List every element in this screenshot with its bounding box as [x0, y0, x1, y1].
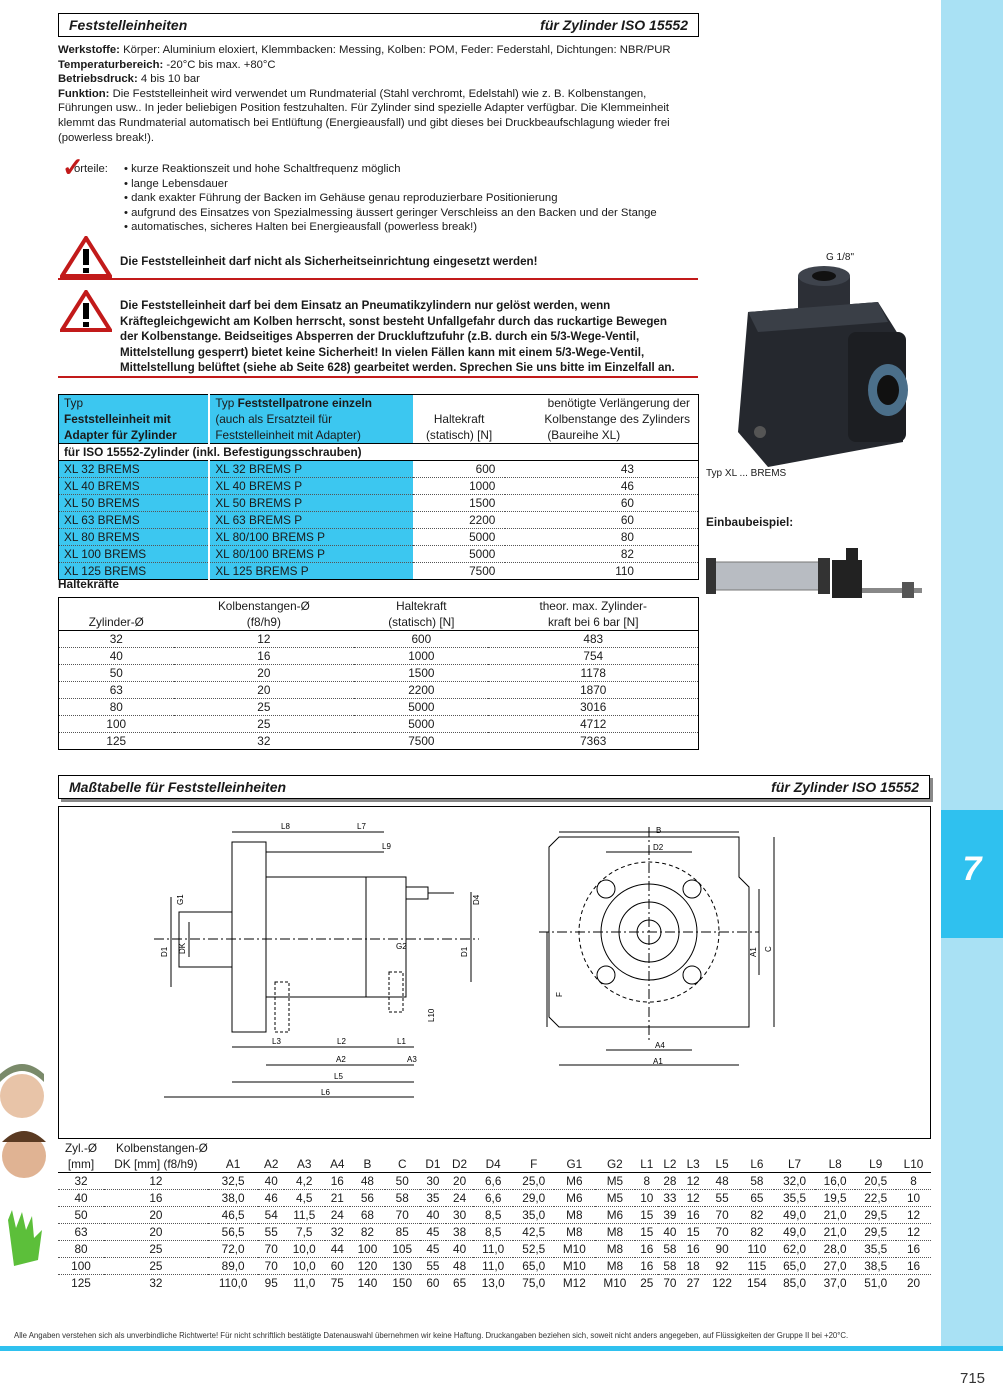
table-cell: 8	[635, 1173, 658, 1190]
dim-label: L7	[357, 822, 366, 831]
dim-label: A2	[336, 1055, 346, 1064]
table-cell: 38	[446, 1224, 473, 1241]
table-row: 50 20 1500 1178	[59, 665, 699, 682]
product-table	[58, 394, 699, 580]
table-cell: 54	[258, 1207, 284, 1224]
table-cell: 72,0	[208, 1241, 259, 1258]
table-header: (auch als Ersatzteil für	[209, 411, 413, 427]
table-cell: M8	[554, 1207, 595, 1224]
table-cell: 46,5	[208, 1207, 259, 1224]
table-row: 100 25 5000 4712	[59, 716, 699, 733]
table-cell: 10,0	[284, 1258, 325, 1275]
table-row: XL 80 BREMS XL 80/100 BREMS P 5000 80	[59, 529, 699, 546]
table-header: [mm]	[67, 1157, 95, 1172]
table-row	[58, 1275, 931, 1292]
table-header: C	[397, 1157, 407, 1172]
table-header: B	[363, 1157, 372, 1172]
table-cell: 75	[330, 1276, 344, 1291]
table-cell: 24	[325, 1207, 351, 1224]
section-title: Maßtabelle für Feststelleinheiten	[69, 779, 287, 795]
table-header: Haltekraft	[433, 412, 485, 427]
table-cell: 45	[420, 1241, 447, 1258]
section-subtitle: für Zylinder ISO 15552	[540, 17, 688, 33]
table-cell: 40	[420, 1207, 447, 1224]
dim-label: D1	[460, 946, 469, 957]
table-cell: 56,5	[208, 1224, 259, 1241]
table-cell: 19,5	[815, 1190, 856, 1207]
table-cell: 16	[896, 1258, 931, 1275]
table-cell: 16	[896, 1241, 931, 1258]
dim-label: A1	[749, 947, 758, 957]
advantages-list	[124, 162, 657, 235]
list-item: • lange Lebensdauer	[124, 177, 657, 192]
table-header: L2	[663, 1157, 677, 1172]
table-cell: M5	[595, 1190, 636, 1207]
table-cell: 125	[71, 1276, 91, 1291]
list-item: • aufgrund des Einsatzes von Spezialmessing äussert geringer Verschleiss an den Backen und der Stange	[124, 206, 657, 221]
warning-box-1	[58, 234, 698, 280]
table-cell: 35	[420, 1190, 447, 1207]
children-photo	[0, 1060, 52, 1280]
table-row: XL 63 BREMS XL 63 BREMS P 2200 60	[59, 512, 699, 529]
table-cell: 58	[740, 1173, 775, 1190]
table-cell: 20	[446, 1173, 473, 1190]
table-cell: 32	[325, 1224, 351, 1241]
table-cell: 11,5	[284, 1207, 325, 1224]
warning-box-2	[58, 288, 698, 378]
dim-label: L2	[337, 1037, 346, 1046]
table-header: (statisch) [N]	[426, 428, 493, 443]
dim-label: B	[656, 826, 662, 835]
table-header: (Baureihe XL)	[547, 428, 621, 443]
dim-label: L6	[321, 1088, 330, 1097]
bottom-rule	[0, 1346, 1003, 1351]
table-cell: 27	[686, 1276, 700, 1291]
table-header: Feststelleinheit mit	[59, 411, 210, 427]
table-cell: 8	[896, 1173, 931, 1190]
table-cell: M6	[554, 1173, 595, 1190]
table-cell: 68	[350, 1207, 385, 1224]
table-cell: 65,0	[774, 1258, 815, 1275]
table-cell: M8	[554, 1224, 595, 1241]
table-cell: 20,5	[855, 1173, 896, 1190]
table-row	[58, 1224, 931, 1241]
dim-label: L3	[272, 1037, 281, 1046]
table-header: L1	[640, 1157, 654, 1172]
table-cell: 30	[446, 1207, 473, 1224]
table-cell: 58	[658, 1258, 681, 1275]
table-row	[58, 1241, 931, 1258]
table-cell: 122	[712, 1276, 732, 1291]
table-header: L6	[750, 1157, 764, 1172]
table-header: A2	[263, 1157, 279, 1172]
table-cell: 27,0	[815, 1258, 856, 1275]
footer-disclaimer: Alle Angaben verstehen sich als unverbindliche Richtwerte! Für nicht schriftlich bestätigte Datenauswahl übernehmen wir keine Haftung. Druckangaben beziehen sich, soweit nicht anders angegeben, auf Flüssigkeiten der Gruppe II bei +20°C.	[14, 1331, 849, 1340]
table-cell: 70	[258, 1241, 284, 1258]
table-cell: 35,0	[513, 1207, 554, 1224]
table-header: G2	[607, 1157, 623, 1172]
table-header: D4	[485, 1157, 501, 1172]
table-row	[58, 1258, 931, 1275]
table-cell: 50	[385, 1173, 420, 1190]
table-cell: 65	[453, 1276, 467, 1291]
table-cell: 56	[350, 1190, 385, 1207]
table-cell: 11,0	[473, 1241, 514, 1258]
table-cell: 46	[258, 1190, 284, 1207]
table-cell: 105	[385, 1241, 420, 1258]
table-header: L5	[715, 1157, 729, 1172]
table-cell: 110,0	[218, 1276, 248, 1291]
table-cell: 89,0	[208, 1258, 259, 1275]
holding-forces-table: Kolbenstangen-Ø Haltekraft theor. max. Zylinder- Zylinder-Ø (f8/h9) (statisch) [N] kraft bei 6 bar [N] 32 12 600 483 40 16 1000 754 50 20 1500 1178 63 20 2200 1870 80 25 5000 3016 100 25 5000 4712 125 32 7500 7363	[58, 597, 699, 750]
table-cell: M8	[595, 1258, 636, 1275]
table-cell: 110	[740, 1241, 775, 1258]
table-cell: 37,0	[823, 1276, 847, 1291]
table-cell: 15	[682, 1224, 705, 1241]
table-row: 125 32 7500 7363	[106, 734, 607, 748]
table-cell: 12	[682, 1173, 705, 1190]
table-cell: 11,0	[473, 1258, 514, 1275]
table-cell: 13,0	[481, 1276, 505, 1291]
spec-material: Werkstoffe: Körper: Aluminium eloxiert, Klemmbacken: Messing, Kolben: POM, Feder: Federstahl, Dichtungen: NBR/PUR	[58, 44, 671, 56]
dim-label: DK	[178, 942, 187, 954]
table-cell: 20	[104, 1207, 208, 1224]
table-cell: 92	[705, 1258, 740, 1275]
table-cell: 12	[104, 1173, 208, 1190]
table-header: Typ	[59, 395, 210, 412]
table-cell: 24	[446, 1190, 473, 1207]
table-cell: 130	[385, 1258, 420, 1275]
table-cell: 140	[357, 1276, 378, 1291]
table-cell: 90	[705, 1241, 740, 1258]
table-header: G1	[566, 1157, 583, 1172]
port-label: G 1/8"	[826, 252, 855, 263]
table-cell: M6	[554, 1190, 595, 1207]
table-header: L8	[828, 1157, 842, 1172]
table-cell: 8,5	[473, 1207, 514, 1224]
table-cell: 44	[325, 1241, 351, 1258]
table-cell: 10,0	[284, 1241, 325, 1258]
table-cell: 30	[420, 1173, 447, 1190]
warning-text: Die Feststelleinheit darf nicht als Sicherheitseinrichtung eingesetzt werden!	[120, 255, 538, 268]
section-title: Feststelleinheiten	[69, 17, 188, 33]
table-cell: 40	[446, 1241, 473, 1258]
table-cell: 49,0	[774, 1224, 815, 1241]
table-header: Kolbenstange des Zylinders	[544, 412, 690, 427]
table-cell: 50	[58, 1207, 104, 1224]
dim-label: C	[764, 946, 773, 952]
table-cell: 35,5	[855, 1241, 896, 1258]
warning-text: Die Feststelleinheit darf bei dem Einsatz an Pneumatikzylindern nur gelöst werden, wenn Kräftegleichgewicht am Kolben herrscht, sonst besteht Unfallgefahr durch das ruckartige Bewegen der Kolbenstange. Beidseitiges Absperren der Druckluftzufuhr (z.B. durch ein 5/3-Wege-Ventil, Mittelstellung gesperrt) bietet keine Sicherheit! In vielen Fällen kann mit einem 5/3-Wege-Ventil, Mittelstellung belüftet (siehe ab Seite 628) gearbeitet werden. Sprechen Sie uns bitte im Einzelfall an.	[120, 299, 675, 374]
table-cell: 58	[658, 1241, 681, 1258]
table-header: A3	[297, 1157, 312, 1172]
table-cell: 55	[258, 1224, 284, 1241]
table-cell: 55	[420, 1258, 447, 1275]
type-caption: Typ XL ... BREMS	[706, 468, 787, 479]
table-cell: 62,0	[774, 1241, 815, 1258]
table-cell: 82	[740, 1207, 775, 1224]
list-item: • kurze Reaktionszeit und hohe Schaltfrequenz möglich	[124, 162, 657, 177]
table-cell: 16	[682, 1241, 705, 1258]
table-header: L7	[788, 1157, 802, 1172]
table-cell: 32	[58, 1173, 104, 1190]
table-cell: 65,0	[513, 1258, 554, 1275]
dim-label: L1	[397, 1037, 406, 1046]
table-cell: M10	[554, 1241, 595, 1258]
table-cell: 29,0	[513, 1190, 554, 1207]
table-cell: 6,6	[473, 1173, 514, 1190]
table-cell: 45	[420, 1224, 447, 1241]
table-cell: 32	[149, 1276, 163, 1291]
table-cell: 51,0	[864, 1276, 888, 1291]
table-cell: 20	[906, 1276, 921, 1291]
table-cell: 29,5	[855, 1207, 896, 1224]
dim-label: D2	[653, 843, 664, 852]
table-cell: M5	[595, 1173, 636, 1190]
table-cell: 20	[104, 1224, 208, 1241]
table-cell: 25	[104, 1258, 208, 1275]
table-row: XL 40 BREMS XL 40 BREMS P 1000 46	[59, 478, 699, 495]
table-cell: 6,6	[473, 1190, 514, 1207]
specs-block	[58, 43, 698, 145]
table-cell: 16	[635, 1241, 658, 1258]
section-header	[58, 13, 699, 37]
dim-label: D4	[472, 894, 481, 905]
table-cell: 10	[635, 1190, 658, 1207]
dim-label: L10	[427, 1008, 436, 1022]
table-cell: 60	[325, 1258, 351, 1275]
table-cell: 40	[58, 1190, 104, 1207]
table-header: A4	[330, 1157, 345, 1172]
table-cell: 82	[740, 1224, 775, 1241]
table-group-label: für ISO 15552-Zylinder (inkl. Befestigungsschrauben)	[59, 444, 699, 461]
table-header: A1	[225, 1157, 241, 1172]
table-header: F	[530, 1157, 538, 1172]
dim-label: D1	[160, 946, 169, 957]
table-cell: 21	[325, 1190, 351, 1207]
table-cell: 21,0	[815, 1207, 856, 1224]
table-cell: 95	[264, 1276, 278, 1291]
side-bar	[941, 0, 1003, 1350]
table-cell: 21,0	[815, 1224, 856, 1241]
dim-label: A1	[653, 1057, 663, 1066]
table-row: XL 50 BREMS XL 50 BREMS P 1500 60	[59, 495, 699, 512]
holding-forces-title: Haltekräfte	[58, 577, 119, 591]
table-cell: 22,5	[855, 1190, 896, 1207]
table-row	[58, 1190, 931, 1207]
table-header: DK [mm] (f8/h9)	[114, 1157, 198, 1172]
table-cell: 16,0	[815, 1173, 856, 1190]
installation-example-photo	[706, 540, 931, 620]
table-row: XL 100 BREMS XL 80/100 BREMS P 5000 82	[59, 546, 699, 563]
table-cell: 70	[705, 1224, 740, 1241]
dimension-section-header	[58, 775, 930, 799]
dim-label: G2	[396, 942, 407, 951]
table-header: D2	[452, 1157, 468, 1172]
chapter-number: 7	[962, 850, 982, 888]
table-cell: 25	[640, 1276, 654, 1291]
table-cell: 10	[896, 1190, 931, 1207]
dim-label: L8	[281, 822, 290, 831]
table-cell: 154	[747, 1276, 767, 1291]
table-cell: 80	[58, 1241, 104, 1258]
table-cell: 25	[104, 1241, 208, 1258]
table-cell: 70	[258, 1258, 284, 1275]
table-cell: 63	[58, 1224, 104, 1241]
table-cell: 11,0	[293, 1276, 316, 1291]
table-cell: M10	[603, 1276, 627, 1291]
table-header: L10	[903, 1157, 924, 1172]
dim-label: A3	[407, 1055, 417, 1064]
table-row: 32 12 600 483	[59, 631, 699, 648]
table-cell: 16	[635, 1258, 658, 1275]
table-cell: 40	[658, 1224, 681, 1241]
checkmark-icon: ✓	[62, 152, 84, 182]
table-cell: 39	[658, 1207, 681, 1224]
table-row: XL 125 BREMS XL 125 BREMS P 7500 110	[59, 563, 699, 580]
table-cell: 42,5	[513, 1224, 554, 1241]
table-cell: 48	[350, 1173, 385, 1190]
table-header: L9	[869, 1157, 883, 1172]
table-cell: 70	[705, 1207, 740, 1224]
table-cell: M10	[554, 1258, 595, 1275]
brake-unit-photo	[728, 262, 928, 472]
table-row	[58, 1207, 931, 1224]
advantages-label: orteile:	[74, 163, 108, 175]
table-cell: 150	[392, 1276, 413, 1291]
table-cell: M6	[595, 1207, 636, 1224]
table-header: Typ Feststellpatrone einzeln	[209, 395, 413, 412]
section-subtitle: für Zylinder ISO 15552	[771, 779, 919, 795]
table-cell: 29,5	[855, 1224, 896, 1241]
table-row: XL 32 BREMS XL 32 BREMS P 600 43	[59, 461, 699, 478]
table-row	[58, 1173, 931, 1190]
chapter-tab[interactable]	[941, 810, 1003, 938]
table-cell: 38,5	[855, 1258, 896, 1275]
table-cell: 70	[663, 1276, 677, 1291]
table-cell: 60	[426, 1276, 440, 1291]
table-row: 40 16 1000 754	[59, 648, 699, 665]
table-cell: 82	[350, 1224, 385, 1241]
table-cell: 28,0	[815, 1241, 856, 1258]
table-cell: M8	[595, 1241, 636, 1258]
table-header: Feststelleinheit mit Adapter)	[209, 427, 413, 444]
technical-drawing	[59, 807, 930, 1138]
table-cell: 4,5	[284, 1190, 325, 1207]
example-label: Einbaubeispiel:	[706, 515, 794, 529]
table-cell: 100	[350, 1241, 385, 1258]
table-cell: 12	[682, 1190, 705, 1207]
table-cell: 32,5	[208, 1173, 259, 1190]
table-header: Adapter für Zylinder	[59, 427, 210, 444]
table-cell: 16	[325, 1173, 351, 1190]
table-cell: 38,0	[208, 1190, 259, 1207]
page-number: 715	[959, 1370, 986, 1387]
dim-label: L5	[334, 1072, 343, 1081]
table-cell: 52,5	[513, 1241, 554, 1258]
list-item: • dank exakter Führung der Backen im Gehäuse genau reproduzierbare Positionierung	[124, 191, 657, 206]
table-cell: 75,0	[522, 1276, 546, 1291]
table-cell: 16	[682, 1207, 705, 1224]
table-cell: 15	[635, 1224, 658, 1241]
table-cell: 85,0	[783, 1276, 807, 1291]
spec-temperature: Temperaturbereich: -20°C bis max. +80°C	[58, 58, 276, 71]
spec-function: Funktion: Die Feststelleinheit wird verwendet um Rundmaterial (Stahl verchromt, Edelstahl) wie z. B. Kolbenstangen, Führungen usw.. In jeder beliebigen Position festzuhalten. Für Zylinder sind spezielle Adapter verfügbar. Die Klemmeinheit klemmt das Rundmaterial automatisch bei Entlüftung (Energieausfall) und gibt dieses bei Druckbeaufschlagung wieder frei (powerless break!).	[58, 87, 670, 144]
warning-icon	[60, 236, 112, 278]
table-cell: 70	[385, 1207, 420, 1224]
table-cell: 15	[635, 1207, 658, 1224]
table-cell: 115	[740, 1258, 775, 1275]
table-cell: 49,0	[774, 1207, 815, 1224]
table-cell: 58	[385, 1190, 420, 1207]
table-cell: 85	[385, 1224, 420, 1241]
table-cell: 25,0	[513, 1173, 554, 1190]
table-row: 63 20 2200 1870	[59, 682, 699, 699]
table-cell: 35,5	[774, 1190, 815, 1207]
table-cell: 18	[682, 1258, 705, 1275]
table-cell: 48	[705, 1173, 740, 1190]
table-cell: 7,5	[284, 1224, 325, 1241]
table-cell: 100	[58, 1258, 104, 1275]
dim-label: G1	[176, 894, 185, 905]
table-cell: 55	[705, 1190, 740, 1207]
warning-icon	[60, 290, 112, 332]
table-cell: 48	[446, 1258, 473, 1275]
table-cell: 12	[896, 1224, 931, 1241]
table-cell: 120	[350, 1258, 385, 1275]
table-cell: 16	[104, 1190, 208, 1207]
dimension-table: Zyl.-Ø Kolbenstangen-Ø [mm] DK [mm] (f8/h9) A1 A2 A3 A4 B C D1 D2 D4 F G1 G2 L1 L2 L3 L5 L6 L7 L8 L9 L10 32 12 32,5 40 4,2 16 48 50 30 20 6,6 25,0 M6 M5 8 28 12 48 58 32,0 16,0 20,5 8 40 16 38,0 46 4,5 21 56 58 35 24 6,6 29,0 M6 M5 10 33 12 55 65 35,5 19,5 22,5 10 50 20 46,5 54 11,5 24 68 70 40 30 8,5 35,0 M8 M6 15 39 16 70 82 49,0 21,0 29,5 12 63 20 56,5 55 7,5 32 82 85 45 38 8,5 42,5 M8 M8 15 40 15 70 82 49,0 21,0 29,5 12 80 25 72,0 70 10,0 44 100 105 45 40 11,0 52,5 M10 M8 16 58 16 90 110 62,0 28,0 35,5 16 100 25 89,0 70 10,0 60 120 130 55 48 11,0 65,0 M10 M8 16 58 18 92 115 65,0 27,0 38,5 16 125 32 110,0 95 11,0 75 140 150 60 65 13,0 75,0 M12 M10 25 70 27 122 154 85,0 37,0 51,0 20	[58, 1140, 931, 1291]
table-header: L3	[686, 1157, 700, 1172]
table-cell: 32,0	[774, 1173, 815, 1190]
table-cell: 8,5	[473, 1224, 514, 1241]
table-cell: 12	[896, 1207, 931, 1224]
dim-label: A4	[655, 1041, 665, 1050]
table-header: benötigte Verlängerung der	[547, 396, 690, 410]
dim-label: F	[555, 992, 564, 997]
table-cell: 28	[658, 1173, 681, 1190]
table-cell: 65	[740, 1190, 775, 1207]
table-cell: 4,2	[284, 1173, 325, 1190]
table-row: 80 25 5000 3016	[59, 699, 699, 716]
table-cell: M12	[562, 1276, 586, 1291]
table-cell: M8	[595, 1224, 636, 1241]
spec-pressure: Betriebsdruck: 4 bis 10 bar	[58, 73, 200, 86]
dim-label: L9	[382, 842, 391, 851]
list-item: • automatisches, sicheres Halten bei Energieausfall (powerless break!)	[124, 220, 657, 235]
technical-drawing-frame	[58, 806, 931, 1139]
table-cell: 40	[258, 1173, 284, 1190]
table-header: D1	[425, 1157, 441, 1172]
table-cell: 33	[658, 1190, 681, 1207]
